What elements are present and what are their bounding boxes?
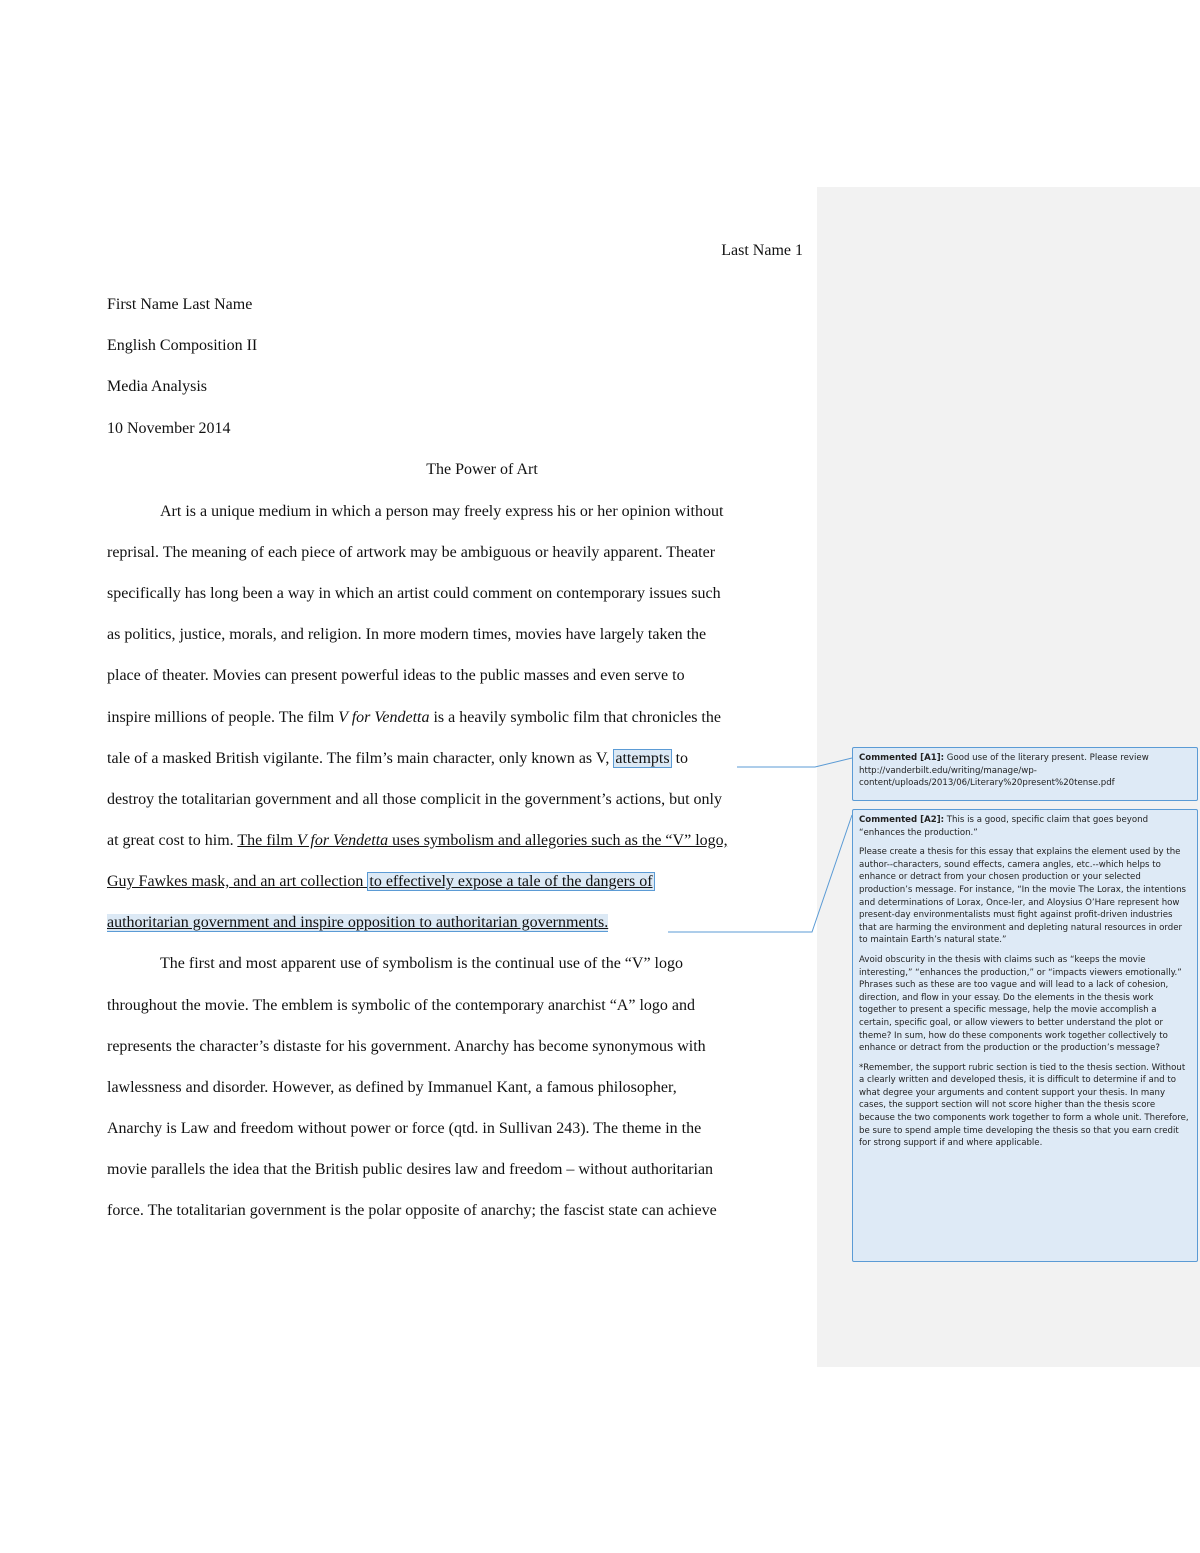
paragraph-line	[107, 913, 608, 933]
page-header: Last Name 1	[721, 242, 803, 259]
paragraph-line: destroy the totalitarian government and all those complicit in the government’s actions, but only	[107, 791, 722, 808]
course-name: English Composition II	[107, 337, 258, 354]
comment-text: This is a good, specific claim that goes beyond “enhances the production.”	[859, 815, 1149, 838]
film-title: V for Vendetta	[338, 709, 430, 726]
comment-text: Good use of the literary present. Please review http://vanderbilt.edu/writing/manage/wp-content/uploads/2013/06/Literary%20present%20tense.pdf	[859, 753, 1149, 789]
comment-a2[interactable]	[852, 809, 1198, 1262]
paragraph-line: force. The totalitarian government is the polar opposite of anarchy; the fascist state can achieve	[107, 1202, 717, 1219]
assignment-name: Media Analysis	[107, 378, 207, 395]
comment-a1[interactable]	[852, 747, 1198, 801]
essay-title: The Power of Art	[426, 461, 538, 478]
paragraph-line: at great cost to him. The film V for Vendetta uses symbolism and allegories such as the “V” logo,	[107, 832, 728, 849]
comment-anchor-a2[interactable]: to effectively expose a tale of the dangers of	[369, 873, 653, 890]
paragraph-line: movie parallels the idea that the British public desires law and freedom – without authoritarian	[107, 1161, 714, 1178]
paragraph-line: The first and most apparent use of symbolism is the continual use of the “V” logo	[160, 955, 683, 972]
paragraph-line: Guy Fawkes mask, and an art collection to effectively expose a tale of the dangers of	[107, 873, 653, 890]
comment-text: Avoid obscurity in the thesis with claims such as “keeps the movie interesting,” “enhances the production,” or “impacts viewers emotionally.” Phrases such as these are too vague and will lead to a lack of cohesion, direction, and flow in your essay. Do the elements in the thesis work together to present a specific message, help the movie accomplish a certain, specific goal, or allow viewers to better understand the plot or theme? In sum, how do these components work together collectively to enhance or detract from the production or the production’s message?	[859, 954, 1182, 1054]
paragraph-line: Anarchy is Law and freedom without power or force (qtd. in Sullivan 243). The theme in the	[107, 1120, 702, 1137]
student-name: First Name Last Name	[107, 296, 253, 313]
paragraph-line: inspire millions of people. The film V for Vendetta is a heavily symbolic film that chronicles the	[107, 709, 721, 726]
comment-text: Please create a thesis for this essay that explains the element used by the author--characters, sound effects, camera angles, etc.--which helps to enhance or detract from your chosen production or your selected production’s message. For instance, “In the movie The Lorax, the intentions and determinations of Lorax, Once-ler, and Aloysius O’Hare represent how present-day environmentalists must fight against profit-driven industries that are harming the environment and depleting natural resources in order to maintain Earth’s natural state.”	[859, 847, 1186, 946]
comment-label: Commented [A2]:	[859, 815, 945, 825]
paragraph-line: represents the character’s distaste for his government. Anarchy has become synonymous with	[107, 1038, 706, 1055]
paragraph-line: throughout the movie. The emblem is symbolic of the contemporary anarchist “A” logo and	[107, 997, 695, 1014]
paragraph-line: lawlessness and disorder. However, as defined by Immanuel Kant, a famous philosopher,	[107, 1079, 677, 1096]
comment-anchor-a2-cont[interactable]: authoritarian government and inspire opposition to authoritarian governments.	[107, 914, 609, 931]
paragraph-line: tale of a masked British vigilante. The film’s main character, only known as V, attempts to	[107, 750, 689, 767]
paragraph-line: reprisal. The meaning of each piece of artwork may be ambiguous or heavily apparent. Theater	[107, 544, 716, 561]
essay-date: 10 November 2014	[107, 420, 231, 437]
paragraph-line: specifically has long been a way in which an artist could comment on contemporary issues such	[107, 585, 721, 602]
thesis-text: The film V for Vendetta uses symbolism and allegories such as the “V” logo,	[237, 832, 728, 849]
comment-anchor-a1[interactable]: attempts	[615, 750, 670, 767]
paragraph-line: place of theater. Movies can present powerful ideas to the public masses and even serve to	[107, 667, 685, 684]
comment-text: *Remember, the support rubric section is tied to the thesis section. Without a clearly written and developed thesis, it is difficult to determine if and to what degree your arguments and content support your thesis. In many cases, the support section will not score higher than the thesis score because the two components work together to form a whole unit. Therefore, be sure to spend ample time developing the thesis so that you earn credit for strong support if and where applicable.	[859, 1062, 1189, 1149]
paragraph-line: Art is a unique medium in which a person may freely express his or her opinion without	[160, 503, 724, 520]
comment-label: Commented [A1]:	[859, 753, 945, 763]
paragraph-line: as politics, justice, morals, and religion. In more modern times, movies have largely taken the	[107, 626, 707, 643]
